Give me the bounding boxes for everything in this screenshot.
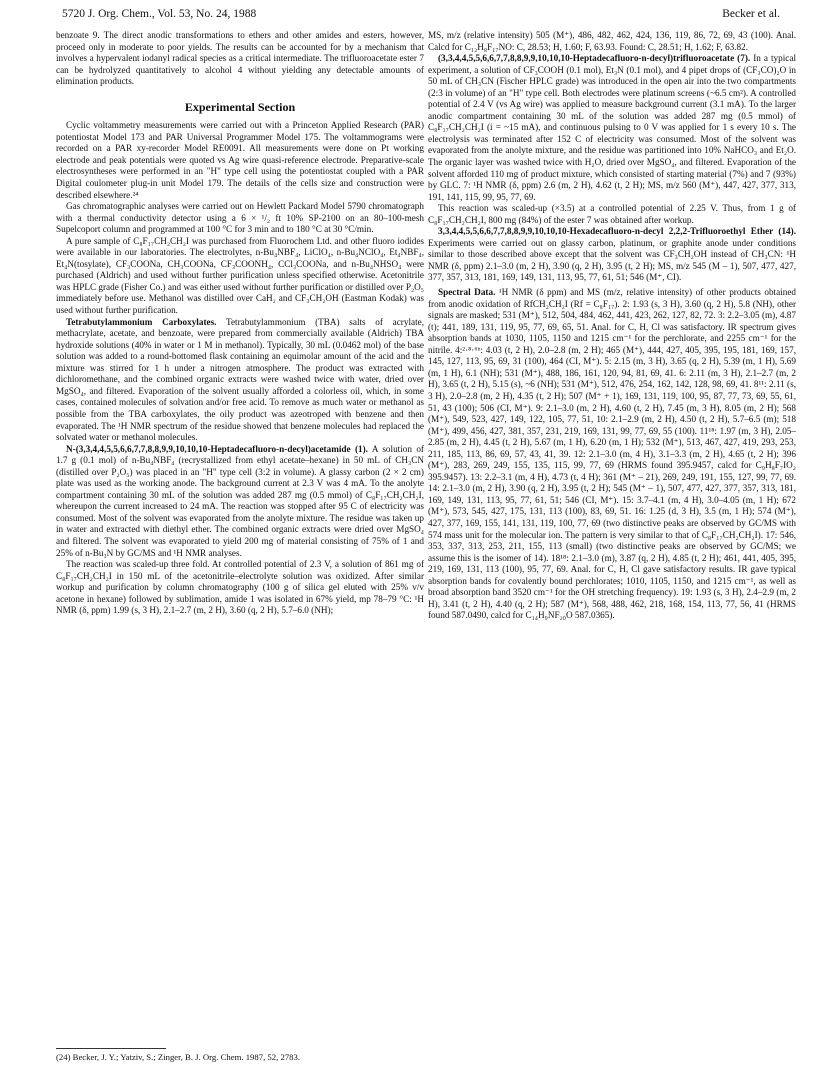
body-acetamide: A solution of 1.7 g (0.1 mol) of n-Bu₄NBF₄ (recrystallized from ethyl acetate–hexane) in 50 mL of CH₃CN (distilled over P₂O₅) was placed in an "H" type cell (3:2 in volume). A glassy carbon (2 × 2 cm) plate was used as the working anode. The background current at 2.3 V was 4 mA. To the anolyte compartment containing 30 mL of the solution was added 287 mg (0.5 mmol) of C₈F₁₇CH₂CH₂I, whereupon the current increased to 24 mA. The reaction was stopped after 95 C of electricity was consumed. Most of the solvent was evaporated from the anolyte mixture. The residue was taken up in water and extracted with diethyl ether. The combined organic extracts were dried over MgSO₄ and filtered. The solvent was evaporated to yield 200 mg of material consisting of 75% of 1 and 25% of n-Bu₃N by GC/MS and ¹H NMR analyses.: [56, 443, 424, 558]
paragraph-scale-up-ester: This reaction was scaled-up (×3.5) at a controlled potential of 2.25 V. Thus, from 1 g of C₈F₁₇CH₂CH₂I, 800 mg (84%) of the ester 7 was obtained after workup.: [428, 203, 796, 225]
paragraph-acetamide: [56, 444, 424, 559]
footnote-rule: [56, 1048, 166, 1049]
section-title: Experimental Section: [184, 99, 296, 114]
paragraph-materials: A pure sample of C₈F₁₇CH₂CH₂I was purchased from Fluorochem Ltd. and other fluoro iodides were available in our laboratories. The electrolytes, n-Bu₄NBF₄, LiClO₄, n-Bu₄NClO₄, Et₄NBF₄, Et₄N(tosylate), CF₃COONa, CH₃COONa, CF₃COONH₄, CCl₃COONa, and n-Bu₄NHSO₄ were purchased (Aldrich) and used without further purification unless specified otherwise. Acetonitrile was HPLC grade (Fisher Co.) and was either used without further purification or distilled over P₂O₅ immediately before use. Methanol was distilled over CaH₂ and CF₃CH₂OH (Eastman Kodak) was used without further purification.: [56, 235, 424, 316]
body-trifluoroacetate: In a typical experiment, a solution of CF₃COOH (0.1 mol), Et₃N (0.1 mol), and 4 pipet drops of (CF₃CO)₂O in 50 mL of CH₃CN (Fischer HPLC grade) was introduced in the open air into the two compartments (2:3 in volume) of an "H" type cell. Both electrodes were platinum screens (~6.5 cm²). A controlled potential of 2.4 V (vs Ag wire) was applied to measure background current (3.1 mA). To the larger anodic compartment containing 30 mL of the solution was added 287 mg (0.5 mmol) of C₈F₁₇CH₂CH₂I (i = ~15 mA), and continuous pulsing to 0 V was applied for 1 s every 10 s. The electrolysis was terminated after 152 C of electricity was consumed. Most of the solvent was evaporated from the anolyte mixture, and the residue was partitioned into 10% NaHCO₃ and Et₂O. The organic layer was washed twice with H₂O, dried over MgSO₄, and filtered. Evaporation of the solvent afforded 110 mg of product mixture, which consisted of starting material (7%) and 7 (93%) by GLC. 7: ¹H NMR (δ, ppm) 2.6 (m, 2 H), 4.62 (t, 2 H); MS, m/z 560 (M⁺), 447, 427, 377, 313, 191, 141, 115, 99, 95, 77, 69.: [428, 53, 797, 202]
intro-paragraph: benzoate 9. The direct anodic transformations to ethers and other amides and esters, however, proceed only in moderate to poor yields. The results can be accounted for by a mechanism that involves a hypervalent iodanyl radical species as a critical intermediate. The trifluoroacetate ester 7 can be hydrolyzed quantitatively to alcohol 4 without yielding any detectable amounts of elimination products.: [56, 30, 424, 87]
paragraph-trifluoroacetate: [428, 53, 796, 203]
left-column: [56, 30, 424, 617]
heading-acetamide: N-(3,3,4,4,5,5,6,6,7,7,8,8,9,9,10,10,10-Heptadecafluoro-n-decyl)acetamide (1).: [66, 443, 368, 454]
paragraph-ether: [428, 226, 796, 284]
paragraph-spectral-data: [428, 287, 796, 622]
heading-ether: 3,3,4,4,5,5,6,6,7,7,8,8,9,9,10,10,10-Hexadecafluoro-n-decyl 2,2,2-Trifluoroethyl Ether (14).: [438, 226, 796, 237]
body-spectral-data: ¹H NMR (δ ppm) and MS (m/z, relative intensity) of other products obtained from anodic oxidation of RfCH₂CH₂I (Rf = C₈F₁₇). 2: 1.93 (s, 3 H), 3.60 (q, 2 H), 5.8 (NH), other signals are masked; 531 (M⁺), 512, 504, 484, 462, 441, 423, 262, 127, 82, 72. 3: 2.2–3.05 (m), 4.87 (t); 441, 189, 131, 119, 95, 77, 69, 65, 51. Anal. for C, H, Cl was satisfactory. IR spectrum gives absorption bands at 1030, 1105, 1150 and 1215 cm⁻¹ for the perchlorate, and 2255 cm⁻¹ for the nitrile. 4:²·⁸·⁶ᵇ: 4.03 (t, 2 H), 2.0–2.8 (m, 2 H); 465 (M⁺), 444, 427, 405, 395, 195, 181, 169, 157, 145, 127, 113, 95, 69, 31 (100), 464 (CI, M⁺). 5: 2.15 (m, 3 H), 3.65 (q, 2 H), 5.39 (m, 1 H), 5.69 (m, 1 H), 6.1 (NH); 531 (M⁺), 488, 186, 161, 120, 94, 81, 69, 41. 6: 2.11 (m, 3 H), 2.1–2.7 (m, 2 H), 3.65 (t, 2 H), 5.15 (s), ~6 (NH); 531 (M⁺), 512, 476, 254, 162, 142, 128, 98, 69, 41. 8¹¹: 2.11 (s, 3 H), 2.0–2.8 (m, 2 H), 4.35 (t, 2 H); 507 (M⁺ + 1), 169, 131, 119, 100, 95, 87, 77, 73, 69, 55, 61, 51, 43 (100); 506 (CI, M⁺). 9: 2.1–3.0 (m, 2 H), 4.60 (t, 2 H), 7.45 (m, 3 H), 8.05 (m, 2 H); 568 (M⁺), 549, 523, 427, 149, 122, 105, 77, 51, 10: 2.1–2.9 (m, 2 H), 4.50 (t, 2 H), 5.7–6.5 (m); 518 (M⁺), 499, 456, 427, 381, 357, 231, 219, 169, 131, 99, 77, 69, 55 (100). 11¹⁸: 1.97 (m, 3 H), 2.05–2.85 (m, 2 H), 4.45 (t, 2 H), 5.67 (m, 1 H), 6.20 (m, 1 H); 532 (M⁺), 513, 467, 427, 419, 293, 253, 211, 185, 113, 86, 69, 57, 43, 41, 39. 12: 2.1–3.0 (m, 4 H), 3.1–3.3 (m, 2 H), 4.65 (t, 2 H); 396 (M⁺), 283, 269, 249, 155, 135, 115, 99, 77, 69 (HRMS found 395.9457, calcd for C₉H₈F₇IO₂ 395.9457). 13: 2.2–3.1 (m, 4 H), 4.73 (t, 4 H); 361 (M⁺ – 21), 269, 249, 191, 155, 127, 99, 77, 69. 14: 2.1–3.0 (m, 2 H), 3.90 (q, 2 H), 3.95 (t, 2 H); 545 (M⁺ – 1), 507, 477, 427, 377, 357, 313, 181, 169, 149, 131, 113, 95, 77, 61, 51; 546 (CI, M⁺). 15: 3.7–4.1 (m, 4 H), 3.0–4.05 (m, 1 H); 672 (M⁺), 573, 545, 427, 175, 131, 113 (100), 83, 69, 51. 16: 1.25 (d, 3 H), 3.5 (m, 1 H); 574 (M⁺), 427, 377, 169, 155, 141, 131, 119, 100, 77, 69 (two distinctive peaks are observed by GC/MS with 574 mass unit for the molecular ion. The pattern is very similar to that of C₈F₁₇CH₂CH₂I). 17: 546, 353, 337, 313, 253, 211, 155, 113 (small) (two distinctive peaks are observed by GC/MS; we assume this is the isomer of 14). 18¹⁸: 2.1–3.0 (m), 3.87 (q, 2 H), 4.85 (t, 2 H); 461, 441, 405, 395, 219, 169, 131, 113 (100), 95, 77, 69. Anal. for C, H, Cl gave satisfactory results. IR gave typical absorption bands for covalently bound perchlorates; 1010, 1105, 1150, and 1215 cm⁻¹, as well as broad absorption band 3520 cm⁻¹ for the OH stretching frequency). 19: 1.93 (s, 3 H), 2.4–2.9 (m, 2 H), 3.41 (t, 2 H), 4.40 (q, 2 H); 587 (M⁺), 568, 488, 462, 218, 168, 154, 113, 77, 56, 41 (HRMS found 587.0490, calcd for C₁₄H₉NF₂₀O 587.0365).: [428, 287, 797, 621]
page-header: [62, 8, 780, 26]
paragraph-gc-analysis: Gas chromatographic analyses were carried out on Hewlett Packard Model 5790 chromatograph with a thermal conductivity detector using a 6 × ¹/₂ ft 10% SP-2100 on an 80–100-mesh Supelcoport column and programmed at 100 °C for 3 min and to 180 °C at 30 °C/min.: [56, 201, 424, 235]
paragraph-scale-up: The reaction was scaled-up three fold. At controlled potential of 2.3 V, a solution of 861 mg of C₈F₁₇CH₂CH₂I in 150 mL of the acetonitrile–electrolyte solution was oxidized. After similar workup and purification by column chromatography (100 g of silica gel eluted with 25% v/v acetone in hexane) followed by sublimation, amide 1 was isolated in 67% yield, mp 78–79 °C: ¹H NMR (δ, ppm) 1.99 (s, 3 H), 2.1–2.7 (m, 2 H), 3.60 (q, 2 H), 5.7–6.0 (NH);: [56, 559, 424, 616]
footnote: [56, 1048, 424, 1062]
paragraph-ms-data: MS, m/z (relative intensity) 505 (M⁺), 486, 482, 462, 424, 136, 119, 86, 72, 69, 43 (100). Anal. Calcd for C₁₂H₈F₁₇NO: C, 28.53; H, 1.60; F, 63.93. Found: C, 28.51; H, 1.62; F, 63.82.: [428, 30, 796, 52]
paragraph-cyclic-voltammetry: Cyclic voltammetry measurements were carried out with a Princeton Applied Research (PAR) potentiostat Model 173 and PAR Universal Programmer Model 175. The voltammograms were recorded on a PAR xy-recorder Model RE0091. All measurements were done on Pt working electrode and peak potentials were quoted vs Ag wire quasi-reference electrode. Preparative-scale electrosyntheses were performed in an "H" type cell using the potentiostat coupled with a PAR Digital coulometer plug-in unit Model 179. The details of the cells size and construction were described elsewhere.²⁴: [56, 120, 424, 200]
paragraph-tba-carboxylates: [56, 317, 424, 444]
heading-trifluoroacetate: (3,3,4,4,5,5,6,6,7,7,8,8,9,9,10,10,10-Heptadecafluoro-n-decyl)trifluoroacetate (7).: [438, 53, 751, 64]
journal-citation: 5720 J. Org. Chem., Vol. 53, No. 24, 1988: [62, 8, 257, 20]
footnote-text: (24) Becker, J. Y.; Yatziv, S.; Zinger, B. J. Org. Chem. 1987, 52, 2783.: [56, 1052, 300, 1062]
authors-running-head: Becker et al.: [722, 8, 780, 20]
body-tba-carboxylates: Tetrabutylammonium (TBA) salts of acrylate, methacrylate, acetate, and benzoate, were prepared from commercially available (Aldrich) TBA hydroxide solutions (40% in water or 1 M in methanol). Typically, 30 mL (0.0462 mol) of the base solution was added to a round-bottomed flask containing an equimolar amount of the acid and the mixture was stirred for 1 h under a nitrogen atmosphere. The product was extracted with dichloromethane, and the combined organic extracts were washed twice with water, dried over MgSO₄, and filtered. Evaporation of the solvent usually afforded a colorless oil, which, in some cases, contained molecules of solvation and/or free acid. To remove as much water or methanol as possible from the TBA carboxylates, the oily product was azeotroped with benzene and then evaporated. The ¹H NMR spectrum of the residue showed that benzene molecules had replaced the solvated water or methanol molecules.: [56, 316, 424, 443]
body-ether: Experiments were carried out on glassy carbon, platinum, or graphite anode under conditions similar to those described above except that the solvent was CF₃CH₂OH instead of CH₃CN: ¹H NMR (δ, ppm) 2.1–3.0 (m, 2 H), 3.90 (q, 2 H), 3.95 (t, 2 H); MS, m/z 545 (M – 1), 507, 477, 427, 377, 357, 313, 181, 169, 149, 131, 113, 95, 77, 61, 51; 546 (M⁺, CI).: [428, 237, 796, 283]
heading-tba-carboxylates: Tetrabutylammonium Carboxylates.: [66, 316, 217, 327]
heading-spectral-data: Spectral Data.: [438, 287, 496, 298]
right-column: [428, 30, 796, 622]
